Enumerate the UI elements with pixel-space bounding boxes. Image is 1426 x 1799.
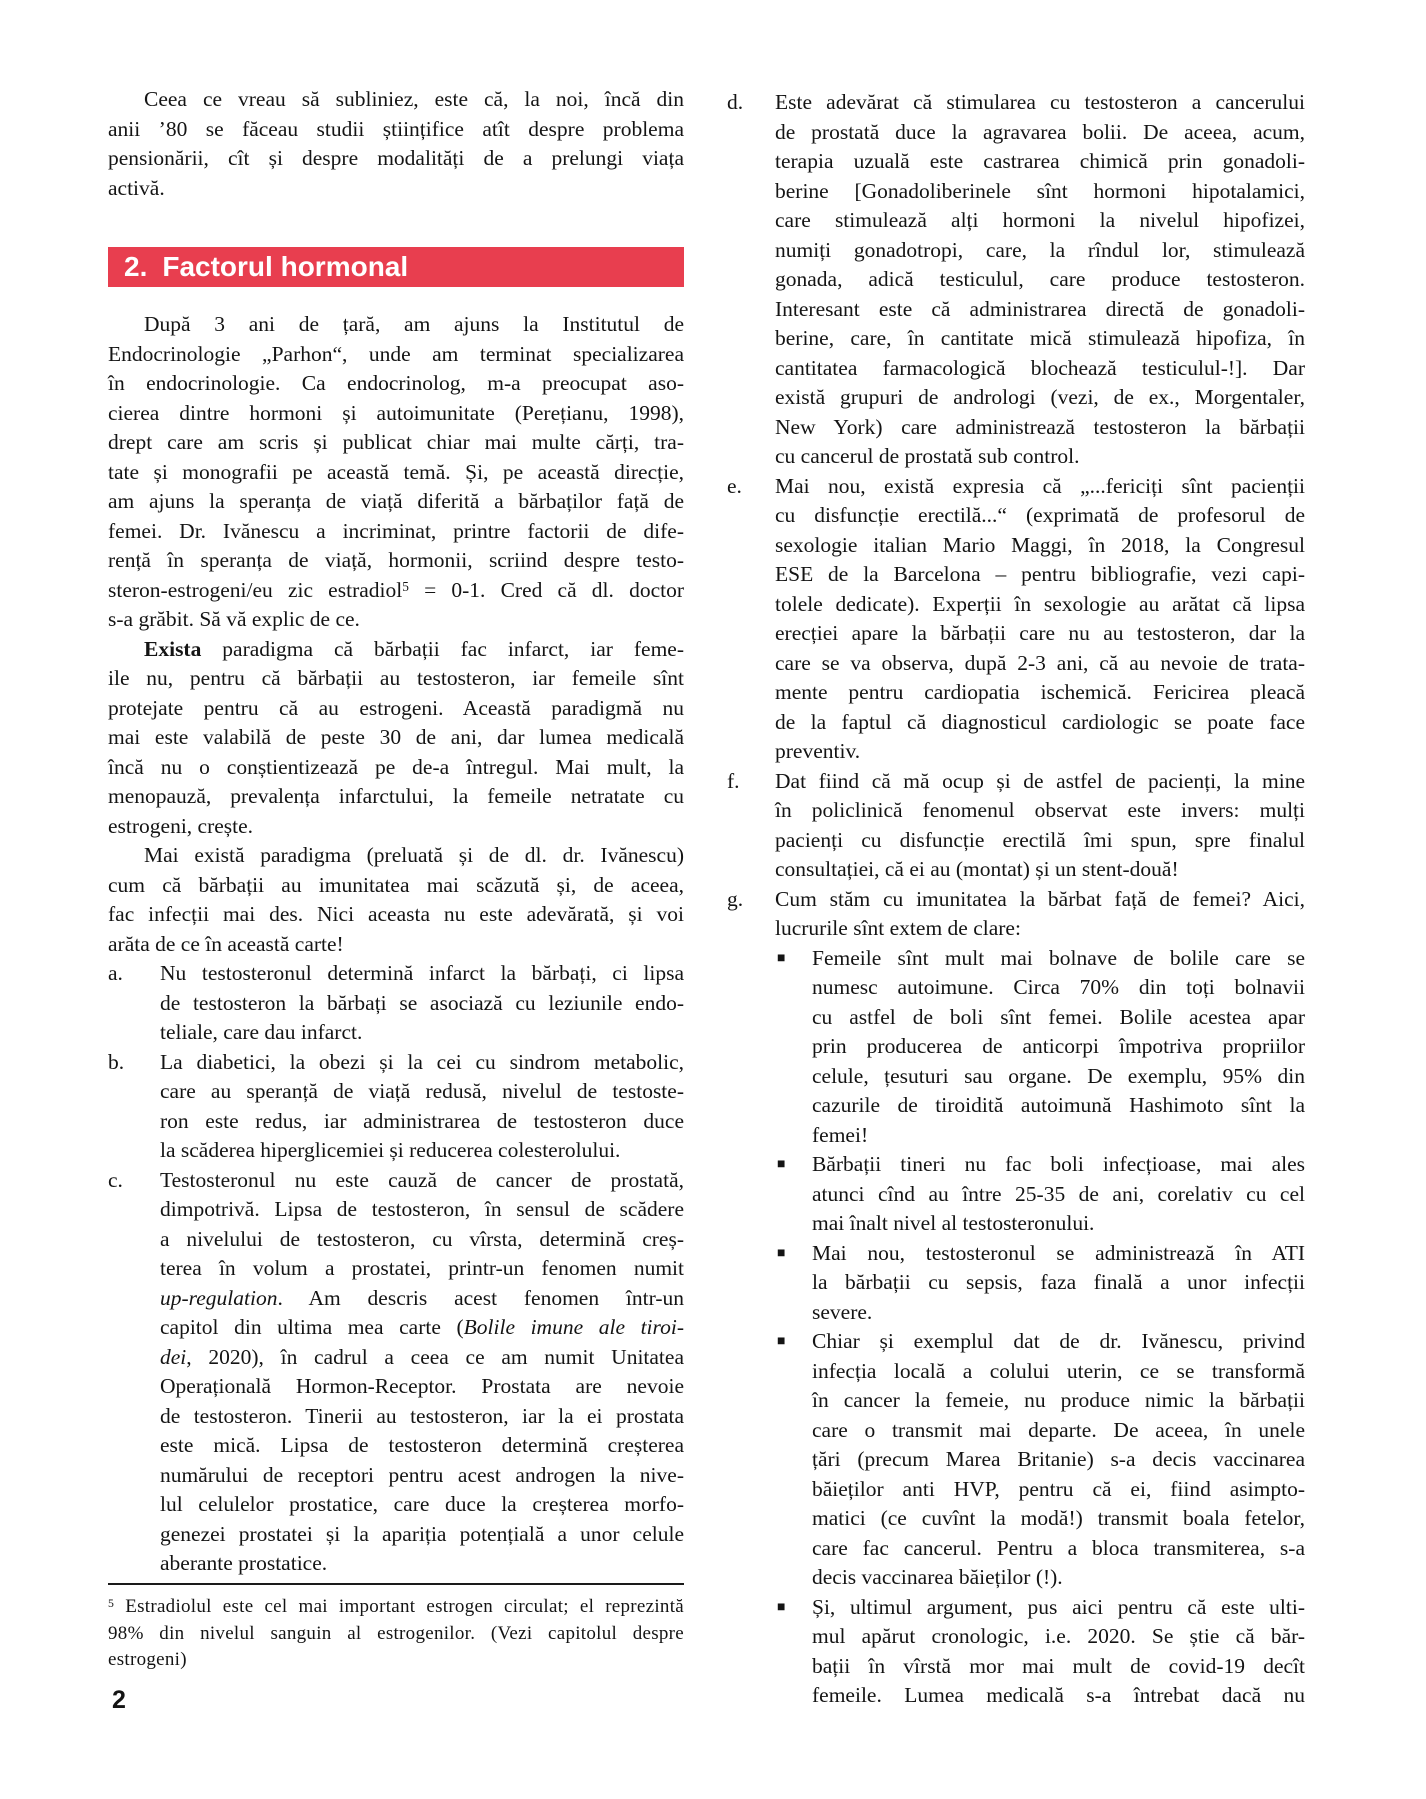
- text-line: Cum stăm cu imunitatea la bărbat față de femei? Aici,: [775, 886, 1305, 911]
- text-line: La diabetici, la obezi și la cei cu sindrom metabolic,: [160, 1049, 684, 1074]
- text-line: care stimulează alți hormoni la nivelul hipofizei,: [775, 208, 1305, 232]
- text-line: tate și monografii pe această temă. Și, pe această direcție,: [108, 459, 684, 484]
- text-line: rență în speranța de viață, hormonii, scriind despre testo-: [108, 548, 684, 572]
- text-line: Interesant este că administrarea directă de gonadoli-: [775, 296, 1305, 321]
- square-bullet-icon: ■: [777, 1157, 786, 1172]
- text-line: dei, 2020), în cadrul a ceea ce am numit Unitatea: [160, 1344, 684, 1369]
- list-item-label: f.: [727, 768, 740, 793]
- list-item-a: [108, 959, 684, 1048]
- section-number: 2.: [124, 251, 148, 282]
- paragraph-mai-exista: [108, 841, 684, 959]
- list-item-c: [108, 1166, 684, 1579]
- text-line: matici (ce cuvînt la modă!) transmit boala fetelor,: [812, 1506, 1305, 1530]
- text-line: Ceea ce vreau să subliniez, este că, la noi, încă din: [144, 87, 684, 111]
- text-line: mai înalt nivel al testosteronului.: [812, 1211, 1095, 1235]
- text-line: dimpotrivă. Lipsa de testosteron, în sensul de scădere: [160, 1197, 684, 1221]
- list-item-b: [108, 1048, 684, 1166]
- list-item-label: d.: [727, 90, 744, 114]
- text-line: încă nu o conștientizează pe de-a întregul. Mai mult, la: [108, 754, 684, 779]
- square-bullet-icon: ■: [777, 1334, 786, 1349]
- text-line: pacienți cu disfuncție erectilă îmi spun, spre finalul: [775, 827, 1305, 852]
- text-line: După 3 ani de țară, am ajuns la Institutul de: [144, 312, 684, 336]
- text-line: tolele dedicate). Experții în sexologie au arătat că lipsa: [775, 591, 1305, 616]
- text-line: up-regulation. Am descris acest fenomen într-un: [160, 1285, 684, 1310]
- text-line: teliale, care dau infarct.: [160, 1020, 363, 1044]
- list-item-label: c.: [108, 1167, 123, 1192]
- paragraph-exista-paradigma: [108, 635, 684, 842]
- text-line: este mică. Lipsa de testosteron determină creșterea: [160, 1433, 684, 1457]
- text-line: la bărbații cu sepsis, faza finală a unor infecții: [812, 1270, 1305, 1294]
- text-line: capitol din ultima mea carte (Bolile imune ale tiroi-: [160, 1315, 684, 1339]
- square-bullet-icon: ■: [777, 1599, 786, 1615]
- text-line: estrogeni): [108, 1649, 187, 1670]
- text-line: Dat fiind că mă ocup și de astfel de pacienți, la mine: [775, 768, 1305, 793]
- footnote-text: [108, 1594, 684, 1674]
- list-item-f: [727, 767, 1305, 885]
- text-line: cantitatea farmacologică blochează testiculul-!]. Dar: [775, 355, 1305, 380]
- bullet-item-hvp: [775, 1327, 1305, 1593]
- text-line: gonada, adică testiculul, care produce testosteron.: [775, 267, 1305, 291]
- text-line: consultației, că ei au (montat) și un stent-două!: [775, 857, 1179, 881]
- text-line: cu disfuncție erectilă...“ (exprimată de profesorul de: [775, 503, 1305, 527]
- text-line: Femeile sînt mult mai bolnave de bolile care se: [812, 945, 1305, 970]
- text-line: Și, ultimul argument, pus aici pentru că este ulti-: [812, 1594, 1305, 1619]
- text-line: Mai există paradigma (preluată și de dl. dr. Ivănescu): [144, 843, 684, 867]
- list-item-text: [160, 959, 684, 1048]
- text-line: terea în volum a prostatei, printr-un fenomen numit: [160, 1256, 684, 1280]
- text-line: severe.: [812, 1299, 873, 1324]
- square-bullet-icon: ■: [777, 1245, 786, 1261]
- text-line: Testosteronul nu este cauză de cancer de prostată,: [160, 1167, 684, 1192]
- text-line: Mai nou, testosteronul se administrează în ATI: [812, 1240, 1305, 1265]
- text-line: țări (precum Marea Britanie) s-a decis vaccinarea: [812, 1447, 1305, 1471]
- text-line: în cancer la femeie, nu produce nimic la bărbații: [812, 1388, 1305, 1412]
- text-line: lul celulelor prostatice, care duce la creșterea morfo-: [160, 1492, 684, 1516]
- text-line: celule, țesuturi sau organe. De exemplu, 95% din: [812, 1063, 1305, 1088]
- list-item-label: e.: [727, 473, 742, 498]
- text-line: bații în vîrstă mor mai mult de covid-19 decît: [812, 1653, 1305, 1678]
- text-line: care o transmit mai departe. De aceea, în unele: [812, 1417, 1305, 1442]
- text-line: sexologie italian Mario Maggi, în 2018, la Congresul: [775, 532, 1305, 557]
- text-line: Endocrinologie „Parhon“, unde am terminat specializarea: [108, 341, 684, 366]
- text-line: de la faptul că diagnosticul cardiologic se poate face: [775, 709, 1305, 734]
- text-line: de testosteron. Tinerii au testosteron, iar la ei prostata: [160, 1403, 684, 1428]
- right-column: [727, 88, 1305, 1711]
- text-line: protejate pentru că au estrogeni. Această paradigmă nu: [108, 695, 684, 720]
- list-item-text: [160, 1166, 684, 1579]
- bullet-text: [812, 1593, 1305, 1711]
- page-number: 2: [112, 1686, 126, 1714]
- list-item-label: b.: [108, 1049, 125, 1074]
- text-line: New York) care administrează testosteron la bărbații: [775, 414, 1305, 439]
- text-line: atunci cînd au între 25-35 de ani, corelativ cu cel: [812, 1181, 1305, 1206]
- text-line: femei!: [812, 1122, 869, 1147]
- text-line: numărului de receptori pentru acest androgen la nive-: [160, 1462, 684, 1487]
- text-line: erecției apare la bărbații care nu au testosteron, dar la: [775, 621, 1305, 645]
- text-line: femeile. Lumea medicală s-a întrebat dacă nu: [812, 1683, 1305, 1707]
- text-line: femei. Dr. Ivănescu a incriminat, printre factorii de dife-: [108, 518, 684, 543]
- list-item-text: [775, 885, 1305, 944]
- text-line: ron este redus, iar administrarea de testosteron duce: [160, 1108, 684, 1133]
- text-line: numesc autoimune. Circa 70% din toți bolnavii: [812, 975, 1305, 999]
- section-header-bar: [108, 247, 684, 287]
- list-item-e: [727, 472, 1305, 767]
- text-line: care fac cancerul. Pentru a bloca transmiterea, s-a: [812, 1535, 1305, 1560]
- text-line: infecția locală a colului uterin, ce se transformă: [812, 1358, 1305, 1383]
- text-line: pensionării, cît și despre modalități de a prelungi viața: [108, 146, 684, 170]
- section-title: Factorul hormonal: [162, 251, 409, 282]
- list-item-d: [727, 88, 1305, 472]
- list-item-text: [775, 88, 1305, 472]
- text-line: s-a grăbit. Să vă explic de ce.: [108, 607, 360, 631]
- list-item-text: [160, 1048, 684, 1166]
- text-line: Operațională Hormon-Receptor. Prostata are nevoie: [160, 1374, 684, 1398]
- text-line: genezei prostatei și la apariția potențială a unor celule: [160, 1521, 684, 1546]
- text-line: care se va observa, după 2-3 ani, că au nevoie de trata-: [775, 650, 1305, 675]
- bullet-list: [775, 944, 1305, 1711]
- text-line: băieților anti HVP, pentru că ei, fiind asimpto-: [812, 1476, 1305, 1501]
- text-line: preventiv.: [775, 739, 861, 763]
- list-item-g: [727, 885, 1305, 1711]
- list-item-label: g.: [727, 886, 744, 911]
- text-line: menopauză, prevalența infarctului, la femeile netratate cu: [108, 784, 684, 808]
- text-line: activă.: [108, 175, 165, 200]
- bullet-text: [812, 944, 1305, 1151]
- text-line: Exista paradigma că bărbații fac infarct, iar feme-: [144, 636, 684, 661]
- text-line: am ajuns la speranța de viață diferită a bărbaților față de: [108, 489, 684, 513]
- bullet-item-covid: [775, 1593, 1305, 1711]
- footnote: [108, 1583, 684, 1674]
- text-line: aberante prostatice.: [160, 1551, 328, 1575]
- list-item-text: [775, 767, 1305, 885]
- text-line: decis vaccinarea băieților (!).: [812, 1565, 1063, 1589]
- text-line: mente pentru cardiopatia ischemică. Fericirea pleacă: [775, 680, 1305, 704]
- text-line: la scăderea hiperglicemiei și reducerea colesterolului.: [160, 1138, 621, 1162]
- bullet-text: [812, 1327, 1305, 1593]
- text-line: cazurile de tiroidită autoimună Hashimoto sînt la: [812, 1093, 1305, 1117]
- text-line: Mai nou, există expresia că „...fericiți sînt pacienții: [775, 473, 1305, 498]
- text-line: în endocrinologie. Ca endocrinolog, m-a preocupat aso-: [108, 371, 684, 395]
- text-line: cum că bărbații au imunitatea mai scăzută și, de aceea,: [108, 872, 684, 897]
- text-line: a nivelului de testosteron, cu vîrsta, determină creș-: [160, 1226, 684, 1251]
- text-line: prin producerea de anticorpi împotriva propriilor: [812, 1034, 1305, 1058]
- bullet-text: [812, 1239, 1305, 1328]
- text-line: cu cancerul de prostată sub control.: [775, 444, 1080, 468]
- text-line: terapia uzuală este castrarea chimică prin gonadoli-: [775, 149, 1305, 173]
- text-line: Chiar și exemplul dat de dr. Ivănescu, privind: [812, 1329, 1305, 1353]
- text-line: fac infecții mai des. Nici aceasta nu este adevărată, și voi: [108, 902, 684, 926]
- text-line: de testosteron la bărbați se asociază cu leziunile endo-: [160, 990, 684, 1015]
- text-line: Este adevărat că stimularea cu testosteron a cancerului: [775, 90, 1305, 114]
- text-line: cierea dintre hormoni și autoimunitate (Perețianu, 1998),: [108, 400, 684, 425]
- text-line: de prostată duce la agravarea bolii. De aceea, acum,: [775, 119, 1305, 144]
- text-line: ile nu, pentru că bărbații au testosteron, iar femeile sînt: [108, 666, 684, 690]
- text-line: anii ’80 se făceau studii științifice atît despre problema: [108, 116, 684, 141]
- text-line: cu astfel de boli sînt femei. Bolile acestea apar: [812, 1004, 1305, 1029]
- text-line: lucrurile sînt extem de clare:: [775, 916, 1021, 940]
- text-line: arăta de ce în această carte!: [108, 931, 344, 956]
- square-bullet-icon: ■: [777, 950, 786, 966]
- text-line: numiți gonadotropi, care, la rîndul lor, stimulează: [775, 237, 1305, 262]
- text-line: care au speranță de viață redusă, nivelul de testoste-: [160, 1079, 684, 1103]
- text-line: 98% din nivelul sanguin al estrogenilor. (Vezi capitolul despre: [108, 1622, 684, 1644]
- bullet-item-boli-infectioase: [775, 1150, 1305, 1239]
- text-line: ESE de la Barcelona – pentru bibliografie, vezi capi-: [775, 562, 1305, 586]
- bullet-item-autoimune: [775, 944, 1305, 1151]
- text-line: există grupuri de andrologi (vezi, de ex., Morgentaler,: [775, 385, 1305, 409]
- bullet-text: [812, 1150, 1305, 1239]
- left-column: [108, 85, 684, 1579]
- text-line: mai este valabilă de peste 30 de ani, dar lumea medicală: [108, 725, 684, 749]
- paragraph-intro: [108, 85, 684, 203]
- text-line: drept care am scris și publicat chiar mai multe cărți, tra-: [108, 430, 684, 454]
- paragraph-endocrinologie: [108, 310, 684, 635]
- list-item-label: a.: [108, 961, 123, 985]
- text-line: berine [Gonadoliberinele sînt hormoni hipotalamici,: [775, 178, 1305, 203]
- text-line: steron-estrogeni/eu zic estradiol$^5$ = 0-1. Cred că dl. doctor: [108, 577, 684, 602]
- text-line: în policlinică fenomenul observat este invers: mulți: [775, 798, 1305, 822]
- text-line: berine, care, în cantitate mică stimulează hipofiza, în: [775, 326, 1305, 350]
- text-line: Nu testosteronul determină infarct la bărbați, ci lipsa: [160, 961, 684, 985]
- text-line: $^5$ Estradiolul este cel mai important estrogen circulat; el reprezintă: [108, 1596, 684, 1617]
- text-line: mul apărut cronologic, i.e. 2020. Se știe că băr-: [812, 1624, 1305, 1648]
- list-item-text: [775, 472, 1305, 767]
- text-line: estrogeni, crește.: [108, 813, 254, 838]
- bullet-item-ati-sepsis: [775, 1239, 1305, 1328]
- text-line: Bărbații tineri nu fac boli infecțioase, mai ales: [812, 1152, 1305, 1176]
